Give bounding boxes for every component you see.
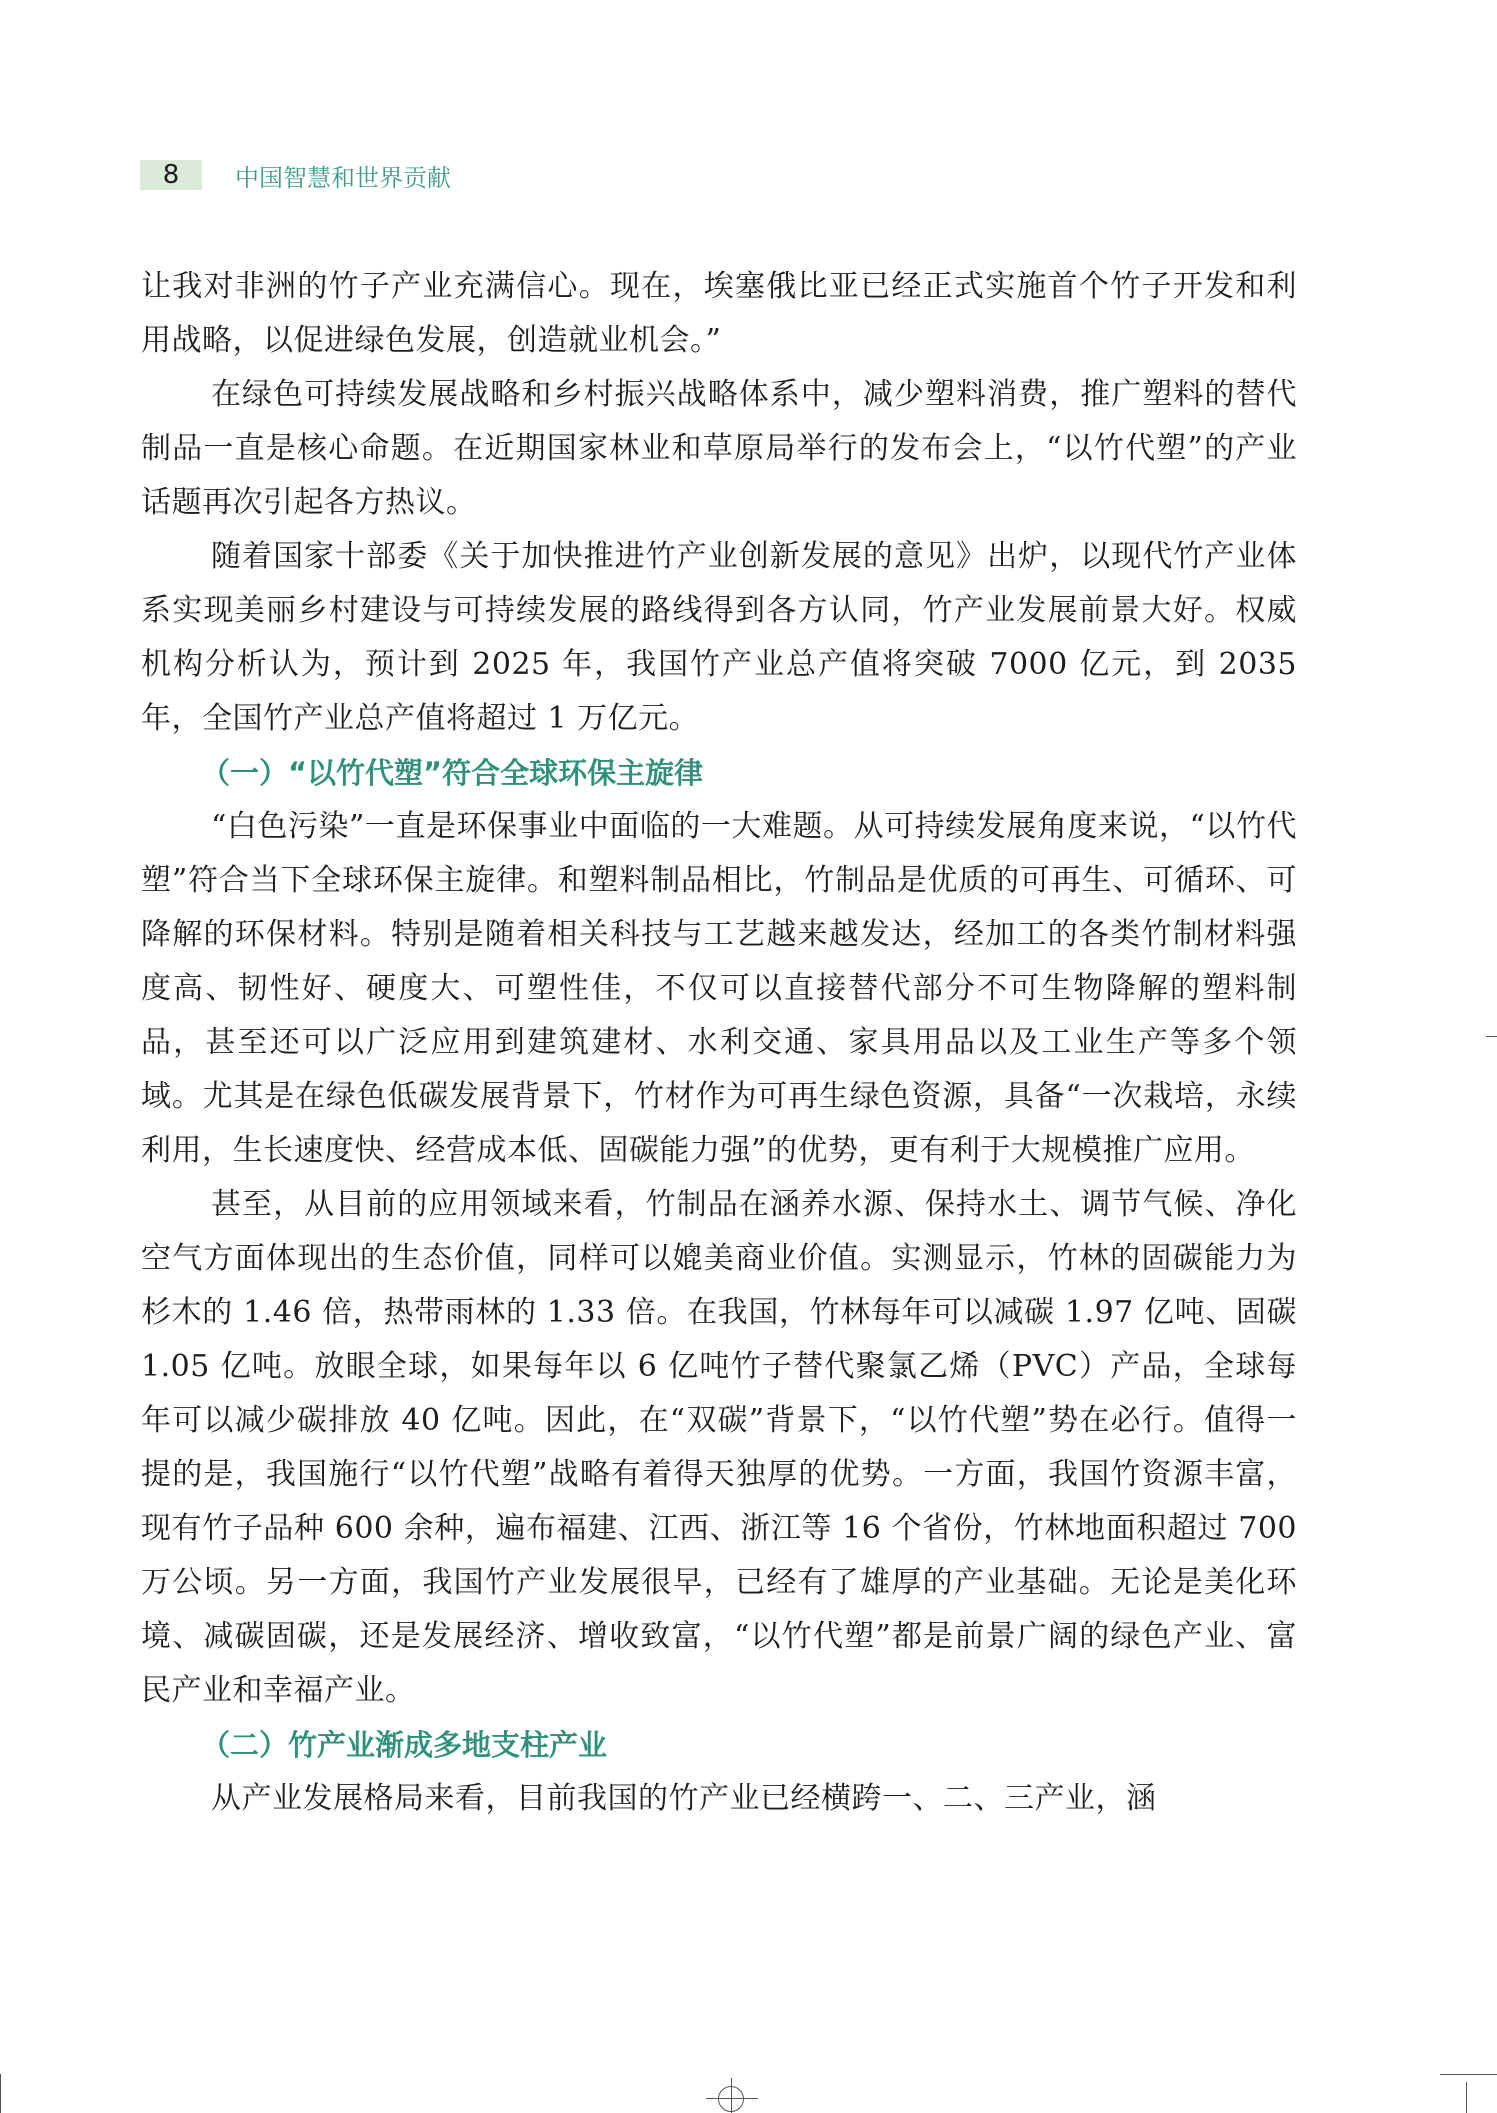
section-heading: （二）竹产业渐成多地支柱产业	[201, 1728, 608, 1762]
paragraph: 在绿色可持续发展战略和乡村振兴战略体系中，减少塑料消费，推广塑料的替代制品一直是核心命题。在近期国家林业和草原局举行的发布会上，“以竹代塑”的产业话题再次引起各方热议。	[141, 377, 1297, 520]
crop-mark-bottom-right-v	[1466, 2082, 1467, 2113]
paragraph: “白色污染”一直是环保事业中面临的一大难题。从可持续发展角度来说，“以竹代塑”符合当下全球环保主旋律。和塑料制品相比，竹制品是优质的可再生、可循环、可降解的环保材料。特别是随着相关科技与工艺越来越发达，经加工的各类竹制材料强度高、韧性好、硬度大、可塑性佳，不仅可以直接替代部分不可生物降解的塑料制品，甚至还可以广泛应用到建筑建材、水利交通、家具用品以及工业生产等多个领域。尤其是在绿色低碳发展背景下，竹材作为可再生绿色资源，具备“一次栽培，永续利用，生长速度快、经营成本低、固碳能力强”的优势，更有利于大规模推广应用。	[141, 809, 1297, 1168]
crop-mark-right	[1486, 1036, 1497, 1037]
paragraph: 随着国家十部委《关于加快推进竹产业创新发展的意见》出炉，以现代竹产业体系实现美丽乡村建设与可持续发展的路线得到各方认同，竹产业发展前景大好。权威机构分析认为，预计到 2025 年，我国竹产业总产值将突破 7000 亿元，到 2035 年，全国竹产业总产值将超过 1 万亿元。	[141, 539, 1297, 736]
paragraph: 让我对非洲的竹子产业充满信心。现在，埃塞俄比亚已经正式实施首个竹子开发和利用战略，以促进绿色发展，创造就业机会。”	[141, 269, 1297, 358]
paragraph: 甚至，从目前的应用领域来看，竹制品在涵养水源、保持水土、调节气候、净化空气方面体现出的生态价值，同样可以媲美商业价值。实测显示，竹林的固碳能力为杉木的 1.46 倍，热带雨林的 1.33 倍。在我国，竹林每年可以减碳 1.97 亿吨、固碳 1.05 亿吨。放眼全球，如果每年以 6 亿吨竹子替代聚氯乙烯（PVC）产品，全球每年可以减少碳排放 40 亿吨。因此，在“双碳”背景下，“以竹代塑”势在必行。值得一提的是，我国施行“以竹代塑”战略有着得天独厚的优势。一方面，我国竹资源丰富，现有竹子品种 600 余种，遍布福建、江西、浙江等 16 个省份，竹林地面积超过 700 万公顷。另一方面，我国竹产业发展很早，已经有了雄厚的产业基础。无论是美化环境、减碳固碳，还是发展经济、增收致富，“以竹代塑”都是前景广阔的绿色产业、富民产业和幸福产业。	[141, 1187, 1297, 1708]
running-title: 中国智慧和世界贡献	[235, 163, 451, 192]
section-heading: （一）“以竹代塑”符合全球环保主旋律	[201, 756, 704, 790]
registration-circle	[718, 2086, 744, 2112]
page-number: 8	[140, 160, 202, 190]
body-text	[141, 260, 1297, 1826]
crop-mark-bottom-right-h	[1440, 2074, 1497, 2075]
crop-mark-bottom-left	[0, 2074, 1, 2113]
paragraph: 从产业发展格局来看，目前我国的竹产业已经横跨一、二、三产业，涵	[211, 1781, 1157, 1816]
page-header	[140, 158, 451, 192]
